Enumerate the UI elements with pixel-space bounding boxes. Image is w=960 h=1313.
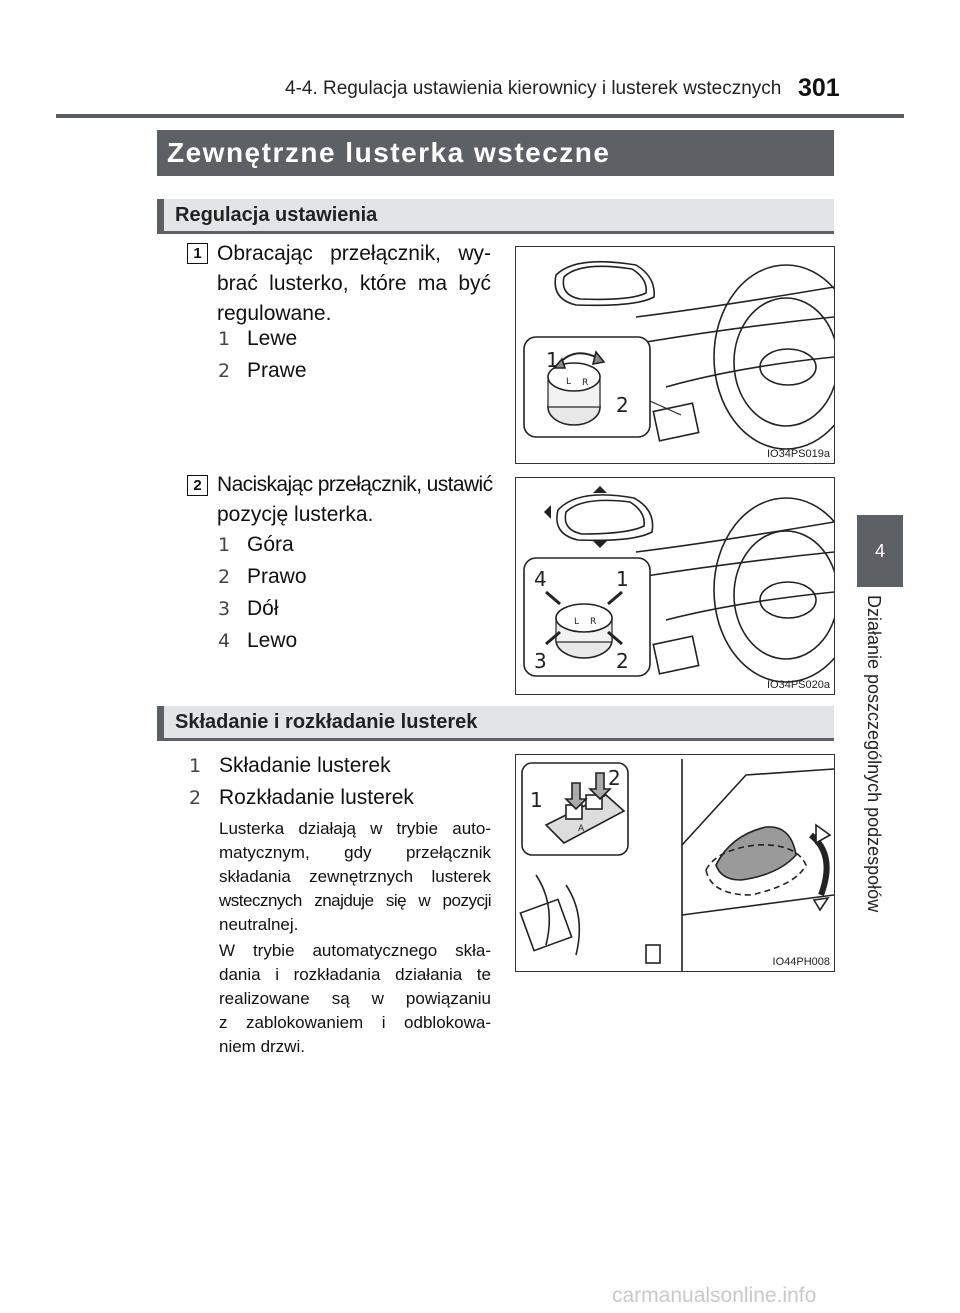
para2-line: dania i rozkładania działania te	[219, 965, 491, 984]
section-heading-folding	[157, 706, 834, 741]
item-number: 1	[189, 755, 202, 777]
heading-marker	[157, 706, 164, 738]
figure-code: IO44PH008	[772, 956, 830, 968]
para2-line: z zablokowaniem i odblokowa-	[219, 1013, 491, 1032]
item-label-up: Góra	[247, 533, 294, 556]
step-number-1: 1	[187, 243, 208, 264]
item-number: 2	[218, 566, 231, 588]
para1-line: składania zewnętrznych lusterek	[219, 867, 491, 886]
item-number: 1	[218, 328, 231, 350]
chapter-side-label-text: Działanie poszczególnych podzespołów	[864, 595, 884, 913]
running-header: 4-4. Regulacja ustawienia kierownicy i lusterek wstecznych	[285, 78, 782, 99]
svg-text:A: A	[578, 824, 585, 834]
para1-line: matycznym, gdy przełącznik	[219, 843, 491, 862]
callout-3: 3	[534, 649, 547, 673]
step1-line-3: regulowane.	[217, 302, 332, 325]
para1-line: neutralnej.	[219, 915, 299, 934]
step1-line-1: Obracając przełącznik, wy-	[217, 242, 491, 265]
page-title: Zewnętrzne lusterka wsteczne	[157, 130, 834, 176]
callout-2: 2	[616, 393, 629, 417]
callout-1: 1	[546, 348, 559, 372]
callout-1: 1	[530, 788, 543, 812]
callout-1: 1	[616, 567, 629, 591]
note-paragraph-2	[219, 939, 491, 1059]
chapter-side-label	[862, 595, 884, 925]
item-number: 4	[218, 630, 231, 652]
para1-line: wstecznych znajduje się w pozycji	[219, 891, 491, 910]
step2-line-2: pozycję lusterka.	[217, 503, 374, 526]
item-label-down: Dół	[247, 597, 279, 620]
svg-text:R: R	[582, 378, 589, 388]
section-heading-adjustment	[157, 199, 834, 234]
section-heading-text: Składanie i rozkładanie lusterek	[175, 711, 478, 733]
step-number-2: 2	[187, 475, 208, 496]
item-number: 1	[218, 534, 231, 556]
item-label-unfold: Rozkładanie lusterek	[219, 786, 414, 809]
step1-line-2: brać lusterko, które ma być	[217, 272, 491, 295]
callout-2: 2	[608, 766, 621, 790]
step2-line-1: Naciskając przełącznik, ustawić	[217, 473, 493, 496]
para1-line: Lusterka działają w trybie auto-	[219, 819, 491, 838]
figure-mirror-fold-switch	[515, 754, 835, 972]
callout-2: 2	[616, 649, 629, 673]
watermark: carmanualsonline.info	[612, 1284, 817, 1307]
item-label-left-dir: Lewo	[247, 629, 298, 652]
heading-marker	[157, 199, 164, 231]
svg-text:L: L	[566, 377, 572, 387]
chapter-tab: 4	[857, 515, 903, 587]
note-paragraph-1	[219, 817, 491, 937]
figure-mirror-select-switch	[515, 246, 835, 464]
mirror-select-illustration	[516, 247, 834, 463]
page-number: 301	[798, 74, 840, 102]
item-label-right-dir: Prawo	[247, 565, 307, 588]
figure-code: IO34PS019a	[767, 448, 830, 460]
item-number: 2	[218, 360, 231, 382]
item-label-left: Lewe	[247, 327, 298, 350]
para2-line: realizowane są w powiązaniu	[219, 989, 491, 1008]
mirror-fold-illustration	[516, 755, 834, 971]
item-number: 2	[189, 787, 202, 809]
item-label-fold: Składanie lusterek	[219, 754, 391, 777]
svg-text:R: R	[590, 617, 597, 627]
item-label-right: Prawe	[247, 359, 307, 382]
para2-line: niem drzwi.	[219, 1037, 305, 1056]
callout-4: 4	[534, 567, 547, 591]
figure-code: IO34PS020a	[767, 679, 830, 691]
item-number: 3	[218, 598, 231, 620]
mirror-adjust-illustration	[516, 478, 834, 694]
header-rule	[56, 114, 904, 118]
para2-line: W trybie automatycznego skła-	[219, 941, 491, 960]
section-heading-text: Regulacja ustawienia	[175, 204, 378, 226]
svg-text:L: L	[574, 617, 580, 627]
figure-mirror-adjust-switch	[515, 477, 835, 695]
